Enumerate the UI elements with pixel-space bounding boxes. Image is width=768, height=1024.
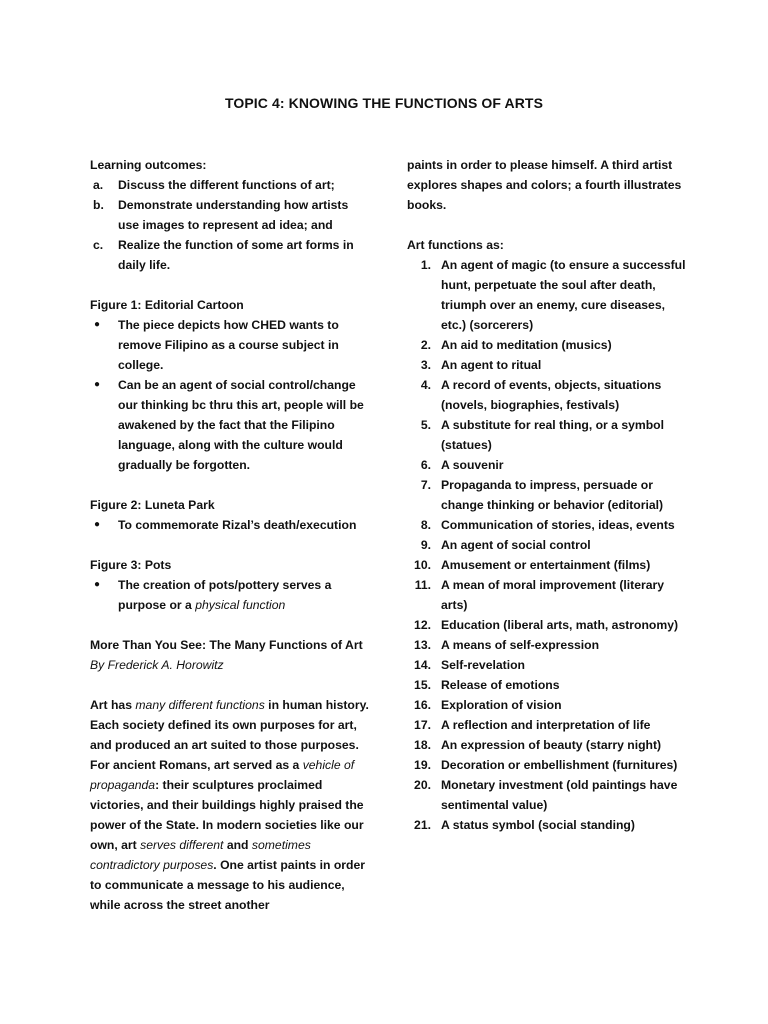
function-item xyxy=(407,255,687,335)
function-number: 4. xyxy=(420,378,431,392)
function-text: A status symbol (social standing) xyxy=(441,818,635,832)
function-number: 19. xyxy=(414,758,431,772)
function-item xyxy=(407,555,687,575)
article-paragraph: Art has many different functions in human history. Each society defined its own purposes for art, and produced an art suited to those purposes. For ancient Romans, art served as a vehicle of propaganda: their sculptures proclaimed victories, and their buildings highly praised the power of the State. In modern societies like our own, art serves different and sometimes contradictory purposes. One artist paints in order to communicate a message to his audience, while across the street another xyxy=(90,698,369,912)
function-text: Monetary investment (old paintings have sentimental value) xyxy=(441,778,678,812)
bullet-icon: ● xyxy=(94,519,101,530)
article-continuation: paints in order to please himself. A third artist explores shapes and colors; a fourth illustrates books. xyxy=(407,158,682,212)
function-text: Self-revelation xyxy=(441,658,525,672)
function-item xyxy=(407,635,687,655)
function-item xyxy=(407,355,687,375)
function-number: 16. xyxy=(414,698,431,712)
figure-1-bullet xyxy=(90,375,370,475)
learning-outcome-text: Discuss the different functions of art; xyxy=(118,178,335,192)
physical-function-text: physical function xyxy=(195,598,286,612)
function-item xyxy=(407,715,687,735)
art-functions-heading: Art functions as: xyxy=(407,238,504,252)
list-marker: a. xyxy=(93,178,104,192)
bullet-text: The creation of pots/pottery serves a purpose or a physical function xyxy=(118,578,332,612)
learning-outcome-item xyxy=(90,235,370,275)
figure-1-bullet xyxy=(90,315,370,375)
function-text: Propaganda to impress, persuade or change thinking or behavior (editorial) xyxy=(441,478,664,512)
function-number: 17. xyxy=(414,718,431,732)
function-text: Education (liberal arts, math, astronomy) xyxy=(441,618,679,632)
function-text: A substitute for real thing, or a symbol (statues) xyxy=(441,418,665,452)
function-text: Exploration of vision xyxy=(441,698,562,712)
function-number: 10. xyxy=(414,558,431,572)
function-item xyxy=(407,515,687,535)
function-item xyxy=(407,675,687,695)
bullet-text: The piece depicts how CHED wants to remove Filipino as a course subject in college. xyxy=(118,318,339,372)
function-text: Amusement or entertainment (films) xyxy=(441,558,651,572)
function-number: 8. xyxy=(420,518,431,532)
bullet-icon: ● xyxy=(94,579,101,590)
page-title: TOPIC 4: KNOWING THE FUNCTIONS OF ARTS xyxy=(224,95,544,111)
left-column xyxy=(90,155,370,915)
function-number: 21. xyxy=(414,818,431,832)
function-number: 15. xyxy=(414,678,431,692)
function-item xyxy=(407,575,687,615)
function-item xyxy=(407,535,687,555)
function-text: An aid to meditation (musics) xyxy=(441,338,612,352)
function-item xyxy=(407,655,687,675)
function-number: 2. xyxy=(420,338,431,352)
function-number: 1. xyxy=(420,258,431,272)
function-item xyxy=(407,755,687,775)
function-item xyxy=(407,775,687,815)
figure-3-bullet xyxy=(90,575,370,615)
art-functions-list xyxy=(407,255,687,835)
function-text: Release of emotions xyxy=(441,678,560,692)
function-text: Communication of stories, ideas, events xyxy=(441,518,675,532)
function-text: An agent of social control xyxy=(441,538,591,552)
function-number: 18. xyxy=(414,738,431,752)
function-item xyxy=(407,475,687,515)
function-item xyxy=(407,455,687,475)
function-text: Decoration or embellishment (furnitures) xyxy=(441,758,678,772)
function-item xyxy=(407,335,687,355)
function-number: 9. xyxy=(420,538,431,552)
learning-outcome-item xyxy=(90,195,370,235)
bullet-icon: ● xyxy=(94,379,101,390)
function-number: 3. xyxy=(420,358,431,372)
list-marker: c. xyxy=(93,238,104,252)
article-heading: More Than You See: The Many Functions of Art xyxy=(90,638,363,652)
function-number: 5. xyxy=(420,418,431,432)
function-text: An agent of magic (to ensure a successful hunt, perpetuate the soul after death, triumph over an enemy, cure diseases, etc.) (sorcerers) xyxy=(441,258,686,332)
function-item xyxy=(407,735,687,755)
function-number: 20. xyxy=(414,778,431,792)
bullet-text: Can be an agent of social control/change our thinking bc thru this art, people will be awakened by the fact that the Filipino language, along with the culture would gradually be forgotten. xyxy=(118,378,364,472)
function-text: A record of events, objects, situations (novels, biographies, festivals) xyxy=(441,378,662,412)
bullet-text: To commemorate Rizal’s death/execution xyxy=(118,518,357,532)
figure-3-heading: Figure 3: Pots xyxy=(90,558,172,572)
bullet-icon: ● xyxy=(94,319,101,330)
function-item xyxy=(407,695,687,715)
function-number: 7. xyxy=(420,478,431,492)
figure-1-heading: Figure 1: Editorial Cartoon xyxy=(90,298,244,312)
figure-2-bullet xyxy=(90,515,370,535)
function-text: A mean of moral improvement (literary arts) xyxy=(441,578,665,612)
article-byline: By Frederick A. Horowitz xyxy=(90,658,224,672)
learning-outcome-text: Demonstrate understanding how artists use images to represent ad idea; and xyxy=(118,198,349,232)
learning-outcomes-heading: Learning outcomes: xyxy=(90,158,207,172)
learning-outcome-item xyxy=(90,175,370,195)
right-column xyxy=(407,155,687,835)
function-number: 13. xyxy=(414,638,431,652)
learning-outcome-text: Realize the function of some art forms in daily life. xyxy=(118,238,354,272)
function-item xyxy=(407,375,687,415)
list-marker: b. xyxy=(93,198,104,212)
figure-2-heading: Figure 2: Luneta Park xyxy=(90,498,215,512)
function-number: 6. xyxy=(420,458,431,472)
function-text: A souvenir xyxy=(441,458,504,472)
function-item xyxy=(407,415,687,455)
function-text: An expression of beauty (starry night) xyxy=(441,738,662,752)
function-item xyxy=(407,815,687,835)
function-number: 11. xyxy=(414,578,431,592)
function-number: 14. xyxy=(414,658,431,672)
function-item xyxy=(407,615,687,635)
function-text: A reflection and interpretation of life xyxy=(441,718,651,732)
function-text: An agent to ritual xyxy=(441,358,542,372)
function-text: A means of self-expression xyxy=(441,638,600,652)
function-number: 12. xyxy=(414,618,431,632)
